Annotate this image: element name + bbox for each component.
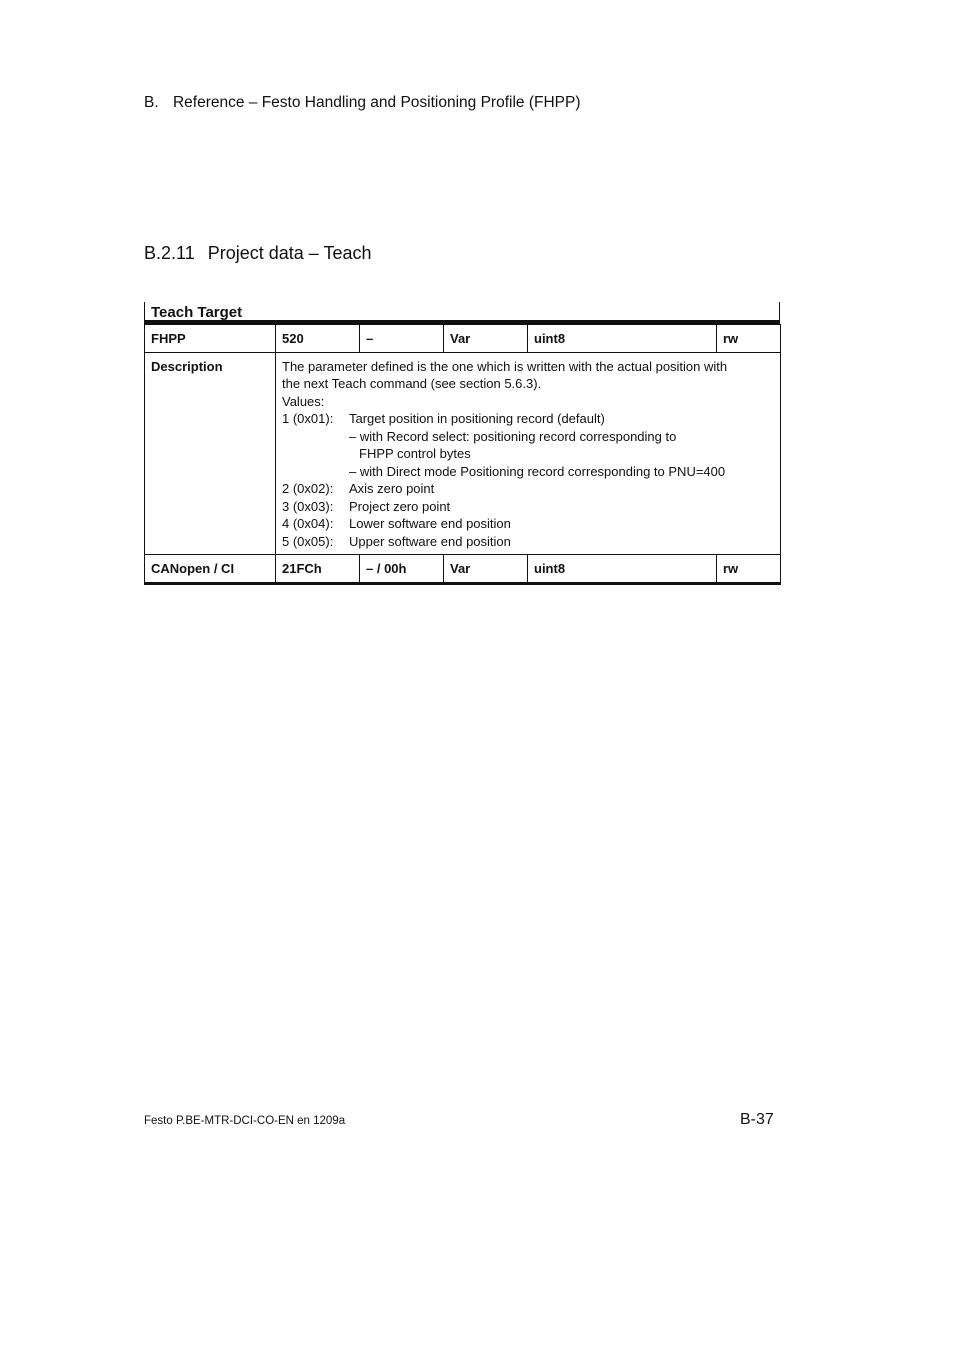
description-line: the next Teach command (see section 5.6.3).	[282, 376, 542, 391]
value-subnote: FHPP control bytes	[359, 446, 471, 461]
section-title: Project data – Teach	[207, 243, 372, 263]
fhpp-label: FHPP	[145, 325, 276, 353]
canopen-datatype: uint8	[528, 555, 717, 584]
value-text: Project zero point	[349, 498, 451, 514]
fhpp-subindex: –	[360, 325, 444, 353]
value-text: Upper software end position	[349, 533, 511, 549]
value-item	[282, 480, 774, 498]
footer-document-id: Festo P.BE-MTR-DCI-CO-EN en 1209a	[144, 1115, 346, 1127]
value-text: Target position in positioning record (default)	[349, 411, 605, 426]
value-item	[282, 410, 774, 428]
value-key: 2 (0x02):	[282, 481, 334, 496]
value-key: 1 (0x01):	[282, 411, 334, 426]
table-row-fhpp	[145, 325, 781, 353]
value-item	[282, 533, 774, 551]
fhpp-class: Var	[444, 325, 528, 353]
value-key: 4 (0x04):	[282, 516, 334, 531]
page-number: B-37	[740, 1111, 774, 1128]
description-label: Description	[145, 352, 276, 555]
canopen-subindex: – / 00h	[360, 555, 444, 584]
chapter-title: Reference – Festo Handling and Positioning Profile (FHPP)	[172, 94, 581, 111]
value-text: Lower software end position	[349, 516, 511, 531]
description-line: The parameter defined is the one which is written with the actual position with	[282, 358, 728, 374]
parameter-table	[144, 302, 780, 585]
canopen-class: Var	[444, 555, 528, 584]
value-text: Axis zero point	[349, 481, 435, 496]
value-item	[282, 498, 774, 516]
chapter-number: B.	[144, 94, 159, 111]
value-subnote: – with Record select: positioning record corresponding to	[349, 428, 677, 444]
table-row-canopen	[145, 555, 781, 584]
value-key: 3 (0x03):	[282, 498, 334, 514]
description-line: Values:	[282, 393, 325, 409]
table-row-description	[145, 352, 781, 555]
chapter-header	[144, 94, 580, 112]
description-text	[276, 352, 781, 555]
canopen-label: CANopen / CI	[145, 555, 276, 584]
canopen-index: 21FCh	[276, 555, 360, 584]
section-heading	[144, 243, 372, 264]
table-title: Teach Target	[144, 302, 780, 324]
section-number: B.2.11	[144, 243, 195, 263]
value-subnote: – with Direct mode Positioning record corresponding to PNU=400	[349, 463, 726, 479]
fhpp-pnu: 520	[276, 325, 360, 353]
fhpp-datatype: uint8	[528, 325, 717, 353]
fhpp-access: rw	[717, 325, 781, 353]
value-key: 5 (0x05):	[282, 533, 334, 549]
value-item	[282, 515, 774, 533]
canopen-access: rw	[717, 555, 781, 584]
parameter-grid	[144, 324, 781, 585]
